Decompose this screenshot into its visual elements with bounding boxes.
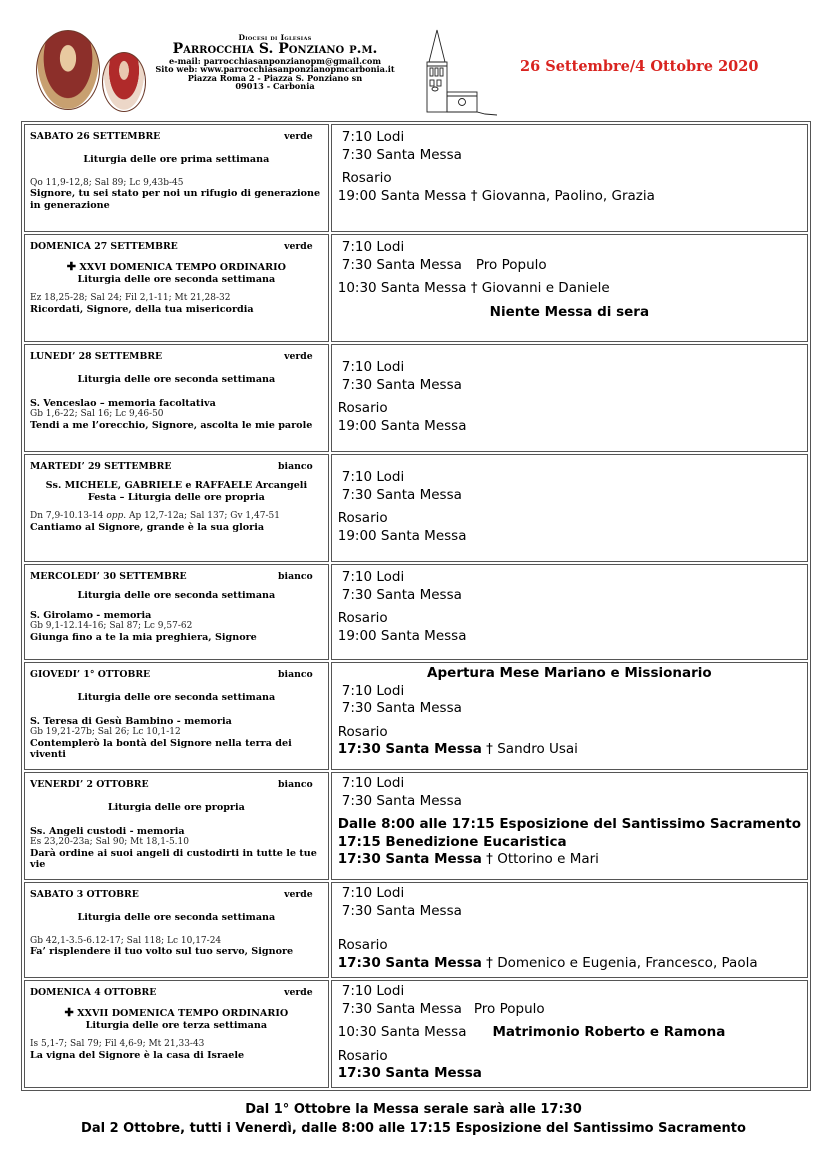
memoria: S. Girolamo - memoria [30, 609, 152, 621]
event-line: 10:30 Santa Messa † Giovanni e Daniele [337, 280, 610, 297]
liturgy-cell [24, 772, 329, 880]
event-line: 7:10 Lodi [341, 359, 405, 375]
event-line: Rosario [337, 510, 388, 527]
weekly-schedule-table [21, 121, 811, 1091]
parish-address: Piazza Roma 2 - Piazza S. Ponziano sn [187, 72, 363, 83]
psalm-response: La vigna del Signore è la casa di Israele [30, 1049, 245, 1061]
event-line: 7:10 Lodi [341, 129, 405, 145]
pro-populo: Pro Populo [475, 256, 547, 273]
event-line: 7:10 Lodi [341, 469, 405, 485]
liturgy-cell [24, 234, 329, 342]
day-label: SABATO 3 OTTOBRE [30, 889, 139, 900]
events-cell [331, 234, 808, 342]
readings: Gb 42,1-3.5-6.12-17; Sal 118; Lc 10,17-24 [30, 935, 222, 946]
liturgy-week: Liturgia delle ore seconda settimana [77, 273, 276, 285]
events-cell [331, 882, 808, 978]
event-line: 7:30 Santa Messa [341, 376, 462, 393]
psalm-response: Signore, tu sei stato per noi un rifugio di generazione in generazione [30, 188, 321, 211]
psalm-response: Tendi a me l’orecchio, Signore, ascolta le mie parole [30, 419, 313, 431]
event-line: 19:00 Santa Messa † Giovanna, Paolino, Grazia [337, 187, 655, 204]
day-label: GIOVEDI’ 1° OTTOBRE [30, 669, 151, 680]
event-line: Rosario [337, 400, 388, 417]
day-label: DOMENICA 27 SETTEMBRE [30, 241, 178, 252]
liturgy-feast [30, 260, 323, 285]
liturgical-color: bianco [278, 779, 313, 790]
table-row [24, 772, 808, 880]
parish-email: e-mail: parrocchiasanponzianopm@gmail.com [168, 55, 382, 66]
liturgical-color: verde [284, 351, 313, 362]
feast-name: Ss. MICHELE, GABRIELE e RAFFAELE Arcangeli [45, 480, 308, 492]
event-line: 7:10 Lodi [341, 775, 405, 791]
event-line: 7:30 Santa Messa [341, 586, 462, 603]
event-line: 7:30 Santa Messa [341, 486, 462, 503]
event-line: 7:10 Lodi [341, 983, 405, 999]
event-line: 7:30 Santa Messa [341, 902, 462, 919]
table-row [24, 882, 808, 978]
wedding-note: Matrimonio Roberto e Ramona [492, 1024, 726, 1041]
readings: Gb 9,1-12.14-16; Sal 87; Lc 9,57-62 [30, 621, 193, 632]
liturgy-cell [24, 454, 329, 562]
adoration-line: Dalle 8:00 alle 17:15 Esposizione del Santissimo Sacramento [337, 816, 801, 833]
footer-line: Dal 1° Ottobre la Messa serale sarà alle 17:30 [245, 1102, 582, 1117]
event-line: 7:10 Lodi [341, 239, 405, 255]
liturgy-week: Liturgia delle ore propria [107, 802, 245, 814]
liturgy-feast [30, 480, 323, 503]
diocese-name: Diocesi di Iglesias [238, 33, 312, 42]
psalm-response: Darà ordine ai suoi angeli di custodirti in tutte le tue vie [30, 847, 317, 871]
memoria: Ss. Angeli custodi - memoria [30, 825, 185, 837]
event-line: 7:30 Santa Messa [341, 146, 462, 163]
event-line: Rosario [337, 937, 388, 954]
psalm-response: Ricordati, Signore, della tua misericordia [30, 303, 254, 315]
events-cell [331, 980, 808, 1088]
liturgy-week: Liturgia delle ore seconda settimana [77, 590, 276, 602]
date-range-title: 26 Settembre/4 Ottobre 2020 [520, 58, 759, 75]
table-row [24, 454, 808, 562]
memoria: S. Venceslao – memoria facoltativa [30, 397, 216, 409]
readings: Qo 11,9-12,8; Sal 89; Lc 9,43b-45 [30, 177, 184, 188]
events-cell [331, 662, 808, 770]
events-cell [331, 454, 808, 562]
month-opening-note: Apertura Mese Mariano e Missionario [427, 665, 712, 681]
readings: Is 5,1-7; Sal 79; Fil 4,6-9; Mt 21,33-43 [30, 1039, 205, 1050]
event-line: 7:30 Santa Messa Pro Populo [341, 256, 547, 273]
page-header [0, 0, 827, 118]
event-line: 19:00 Santa Messa [337, 627, 467, 644]
bell-tower-icon [415, 22, 505, 116]
liturgy-cell [24, 662, 329, 770]
event-line: 19:00 Santa Messa [337, 527, 467, 544]
table-row [24, 344, 808, 452]
footer-notes [0, 1101, 827, 1139]
liturgy-feast [30, 1006, 323, 1031]
readings: Gb 19,21-27b; Sal 26; Lc 10,1-12 [30, 727, 181, 738]
cross-icon: ✚ [66, 260, 76, 274]
liturgical-color: verde [284, 889, 313, 900]
liturgical-color: bianco [278, 571, 313, 582]
day-label: DOMENICA 4 OTTOBRE [30, 987, 157, 998]
liturgical-color: verde [284, 131, 313, 142]
event-line: 10:30 Santa Messa Matrimonio Roberto e Ramona [337, 1024, 726, 1041]
liturgical-color: verde [284, 241, 313, 252]
event-line: 17:30 Santa Messa [337, 1065, 482, 1082]
day-label: VENERDI’ 2 OTTOBRE [30, 779, 149, 790]
table-row [24, 980, 808, 1088]
event-line: Rosario [337, 723, 388, 740]
event-line: 17:30 Santa Messa † Sandro Usai [337, 741, 578, 758]
liturgy-week: Liturgia delle ore seconda settimana [77, 374, 276, 386]
events-cell [331, 124, 808, 232]
day-label: MARTEDI’ 29 SETTEMBRE [30, 461, 172, 472]
psalm-response: Giunga fino a te la mia preghiera, Signore [30, 631, 257, 643]
event-line: Rosario [337, 610, 388, 627]
event-line: 7:30 Santa Messa [341, 700, 462, 717]
liturgy-week: Liturgia delle ore terza settimana [85, 1019, 268, 1031]
cross-icon: ✚ [64, 1006, 74, 1020]
liturgy-cell [24, 124, 329, 232]
readings: Gb 1,6-22; Sal 16; Lc 9,46-50 [30, 409, 164, 420]
event-line: 7:10 Lodi [341, 682, 405, 699]
psalm-response: Fa’ risplendere il tuo volto sul tuo servo, Signore [30, 946, 294, 958]
event-line: 7:10 Lodi [341, 569, 405, 585]
parish-info [150, 34, 400, 91]
liturgical-color: bianco [278, 461, 313, 472]
saint-ponziano-logo [36, 30, 100, 110]
pro-populo: Pro Populo [473, 1000, 545, 1017]
table-row [24, 234, 808, 342]
table-row [24, 564, 808, 660]
liturgy-week: Festa – Liturgia delle ore propria [87, 491, 265, 503]
liturgy-cell [24, 980, 329, 1088]
day-label: MERCOLEDI’ 30 SETTEMBRE [30, 571, 187, 582]
parish-website: Sito web: www.parrocchiasanponzianopmcarbonia.it [155, 64, 395, 75]
table-row [24, 124, 808, 232]
event-line: 17:30 Santa Messa † Domenico e Eugenia, Francesco, Paola [337, 954, 758, 971]
event-line: Rosario [337, 1047, 388, 1064]
table-row [24, 662, 808, 770]
psalm-response: Cantiamo al Signore, grande è la sua gloria [30, 521, 265, 533]
liturgical-color: verde [284, 987, 313, 998]
day-label: LUNEDI’ 28 SETTEMBRE [30, 351, 163, 362]
readings: Ez 18,25-28; Sal 24; Fil 2,1-11; Mt 21,28-32 [30, 293, 231, 304]
saint-barbara-logo [102, 52, 146, 112]
readings: Dn 7,9-10.13-14 opp. Ap 12,7-12a; Sal 137; Gv 1,47-51 [30, 511, 280, 522]
event-line: 7:30 Santa Messa Pro Populo [341, 1000, 545, 1017]
liturgy-cell [24, 882, 329, 978]
feast-name: XXVI DOMENICA TEMPO ORDINARIO [79, 262, 286, 274]
liturgy-cell [24, 344, 329, 452]
events-cell [331, 772, 808, 880]
events-cell [331, 564, 808, 660]
event-line: 19:00 Santa Messa [337, 417, 467, 434]
memoria: S. Teresa di Gesù Bambino - memoria [30, 715, 232, 727]
liturgy-week: Liturgia delle ore prima settimana [83, 154, 270, 166]
liturgy-week: Liturgia delle ore seconda settimana [77, 692, 276, 704]
liturgy-week: Liturgia delle ore seconda settimana [77, 912, 276, 924]
psalm-response: Contemplerò la bontà del Signore nella terra dei viventi [30, 737, 292, 761]
event-line: Rosario [341, 170, 392, 187]
event-line: 17:30 Santa Messa † Ottorino e Mari [337, 851, 599, 868]
liturgy-cell [24, 564, 329, 660]
benediction-line: 17:15 Benedizione Eucaristica [337, 833, 567, 850]
day-label: SABATO 26 SETTEMBRE [30, 131, 161, 142]
readings: Es 23,20-23a; Sal 90; Mt 18,1-5.10 [30, 837, 189, 848]
parish-city: 09013 - Carbonia [235, 81, 315, 92]
events-cell [331, 344, 808, 452]
parish-name: Parrocchia S. Ponziano p.m. [172, 40, 378, 57]
event-line: 7:10 Lodi [341, 885, 405, 901]
feast-name: XXVII DOMENICA TEMPO ORDINARIO [77, 1008, 289, 1020]
footer-line: Dal 2 Ottobre, tutti i Venerdì, dalle 8:00 alle 17:15 Esposizione del Santissimo Sacramento [81, 1120, 746, 1136]
liturgical-color: bianco [278, 669, 313, 680]
no-evening-mass-note: Niente Messa di sera [489, 303, 650, 320]
event-line: 7:30 Santa Messa [341, 792, 462, 809]
